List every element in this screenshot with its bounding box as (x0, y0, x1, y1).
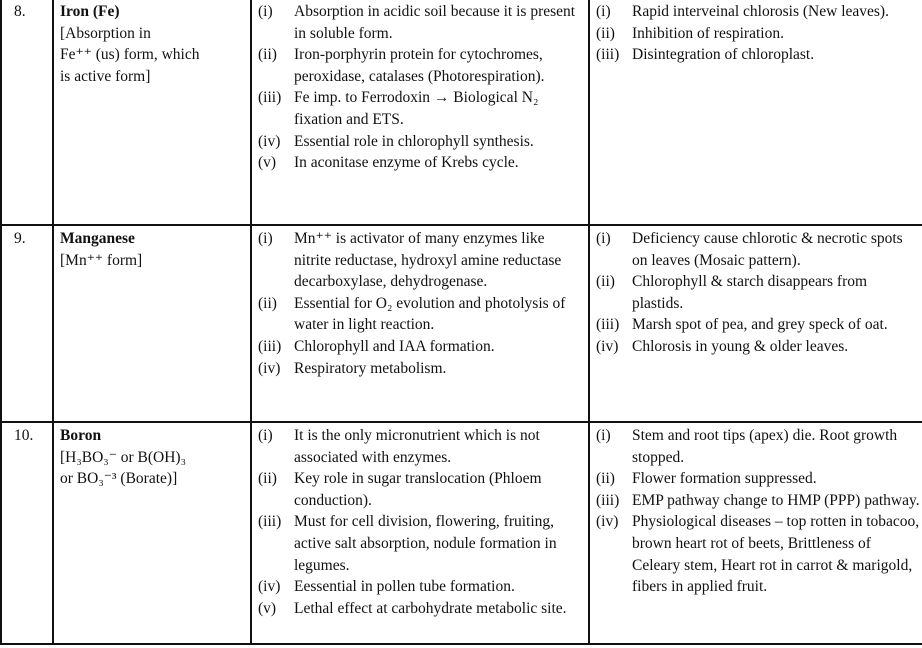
function-item (258, 511, 582, 576)
functions-cell (251, 0, 589, 225)
function-item (258, 87, 582, 130)
item-text: EMP pathway change to HMP (PPP) pathway. (632, 491, 920, 509)
absorption-form-line: is active form] (60, 67, 151, 85)
roman-numeral: (i) (258, 3, 273, 20)
deficiency-list (596, 425, 920, 598)
function-item (258, 1, 582, 44)
roman-numeral: (ii) (258, 470, 277, 488)
deficiency-item (596, 271, 920, 314)
roman-numeral: (i) (596, 3, 611, 20)
roman-numeral: (ii) (258, 294, 277, 312)
deficiency-item (596, 23, 920, 45)
roman-numeral: (v) (258, 599, 277, 617)
roman-numeral: (ii) (596, 273, 615, 291)
table-row (1, 225, 922, 422)
function-item (258, 152, 582, 174)
absorption-form-line: or BO₃⁻³ (Borate)] (60, 470, 178, 488)
roman-numeral: (i) (596, 427, 611, 444)
deficiency-item (596, 511, 920, 597)
item-text: Mn⁺⁺ is activator of many enzymes like nitrite reductase, hydroxyl amine reductase decarboxylase, dehydrogenase. (294, 230, 562, 291)
roman-numeral: (i) (258, 427, 273, 444)
functions-list (258, 425, 582, 619)
deficiency-list (596, 228, 920, 358)
absorption-form (60, 447, 244, 490)
absorption-form (60, 23, 244, 88)
row-number: 8. (1, 0, 53, 225)
roman-numeral: (i) (596, 230, 611, 247)
absorption-form-line: [H₃BO₃⁻ or B(OH)₃ (60, 448, 186, 466)
absorption-form-line: [Mn⁺⁺ form] (60, 251, 143, 269)
item-text: Deficiency cause chlorotic & necrotic spots on leaves (Mosaic pattern). (632, 230, 903, 269)
item-text: Fe imp. to Ferrodoxin → Biological N₂ fixation and ETS. (294, 89, 539, 128)
deficiency-list (596, 1, 920, 66)
item-text: Physiological diseases – top rotten in tobacoo, brown heart rot of beets, Brittleness of Celeary stem, Heart rot in carrot & marigold, fibers in applied fruit. (632, 513, 920, 596)
nutrient-cell (53, 0, 251, 225)
functions-cell (251, 422, 589, 644)
row-number: 10. (1, 422, 53, 644)
roman-numeral: (iii) (258, 337, 282, 355)
functions-list (258, 1, 582, 174)
roman-numeral: (iv) (258, 359, 281, 377)
roman-numeral: (iii) (258, 513, 282, 531)
roman-numeral: (iii) (596, 316, 620, 334)
item-text: Marsh spot of pea, and grey speck of oat. (632, 316, 888, 334)
item-text: Essential role in chlorophyll synthesis. (294, 132, 534, 150)
table-row (1, 0, 922, 225)
item-text: Chlorophyll & starch disappears from plastids. (632, 273, 868, 312)
function-item (258, 358, 582, 380)
roman-numeral: (ii) (596, 470, 615, 488)
item-text: Key role in sugar translocation (Phloem conduction). (294, 470, 542, 509)
item-text: Lethal effect at carbohydrate metabolic site. (294, 599, 567, 617)
nutrient-title: Manganese (60, 230, 135, 247)
table-row (1, 422, 922, 644)
deficiency-item (596, 314, 920, 336)
deficiency-cell (589, 422, 922, 644)
roman-numeral: (ii) (596, 24, 615, 42)
nutrient-title: Boron (60, 427, 102, 444)
nutrient-cell (53, 422, 251, 644)
roman-numeral: (iii) (596, 491, 620, 509)
item-text: Disintegration of chloroplast. (632, 46, 815, 64)
nutrient-cell (53, 225, 251, 422)
item-text: In aconitase enzyme of Krebs cycle. (294, 154, 519, 172)
function-item (258, 228, 582, 293)
absorption-form-line: Fe⁺⁺ (us) form, which (60, 46, 200, 64)
item-text: Essential for O₂ evolution and photolysis of water in light reaction. (294, 294, 566, 334)
function-item (258, 425, 582, 468)
function-item (258, 293, 582, 336)
function-item (258, 576, 582, 598)
roman-numeral: (iv) (258, 578, 281, 596)
deficiency-item (596, 44, 920, 66)
roman-numeral: (iii) (258, 89, 282, 107)
item-text: Absorption in acidic soil because it is present in soluble form. (294, 3, 576, 42)
item-text: Eessential in pollen tube formation. (294, 578, 515, 596)
deficiency-item (596, 468, 920, 490)
row-number: 9. (1, 225, 53, 422)
functions-cell (251, 225, 589, 422)
item-text: It is the only micronutrient which is not associated with enzymes. (294, 427, 540, 466)
function-item (258, 468, 582, 511)
absorption-form (60, 250, 244, 272)
item-text: Rapid interveinal chlorosis (New leaves). (632, 3, 889, 20)
item-text: Chlorosis in young & older leaves. (632, 337, 849, 355)
deficiency-item (596, 425, 920, 468)
deficiency-cell (589, 0, 922, 225)
item-text: Chlorophyll and IAA formation. (294, 337, 495, 355)
function-item (258, 131, 582, 153)
roman-numeral: (iv) (596, 513, 619, 531)
deficiency-cell (589, 225, 922, 422)
item-text: Iron-porphyrin protein for cytochromes, peroxidase, catalases (Photorespiration). (294, 46, 545, 85)
deficiency-item (596, 228, 920, 271)
deficiency-item (596, 336, 920, 358)
roman-numeral: (iii) (596, 46, 620, 64)
roman-numeral: (v) (258, 154, 277, 172)
roman-numeral: (ii) (258, 46, 277, 64)
item-text: Must for cell division, flowering, fruiting, active salt absorption, nodule formation in legumes. (294, 513, 557, 574)
item-text: Flower formation suppressed. (632, 470, 817, 488)
functions-list (258, 228, 582, 379)
roman-numeral: (iv) (596, 337, 619, 355)
item-text: Stem and root tips (apex) die. Root growth stopped. (632, 427, 898, 466)
absorption-form-line: [Absorption in (60, 24, 151, 42)
deficiency-item (596, 1, 920, 23)
roman-numeral: (i) (258, 230, 273, 247)
item-text: Respiratory metabolism. (294, 359, 447, 377)
nutrient-title: Iron (Fe) (60, 3, 120, 20)
deficiency-item (596, 490, 920, 512)
function-item (258, 336, 582, 358)
roman-numeral: (iv) (258, 132, 281, 150)
function-item (258, 44, 582, 87)
function-item (258, 598, 582, 620)
item-text: Inhibition of respiration. (632, 24, 784, 42)
